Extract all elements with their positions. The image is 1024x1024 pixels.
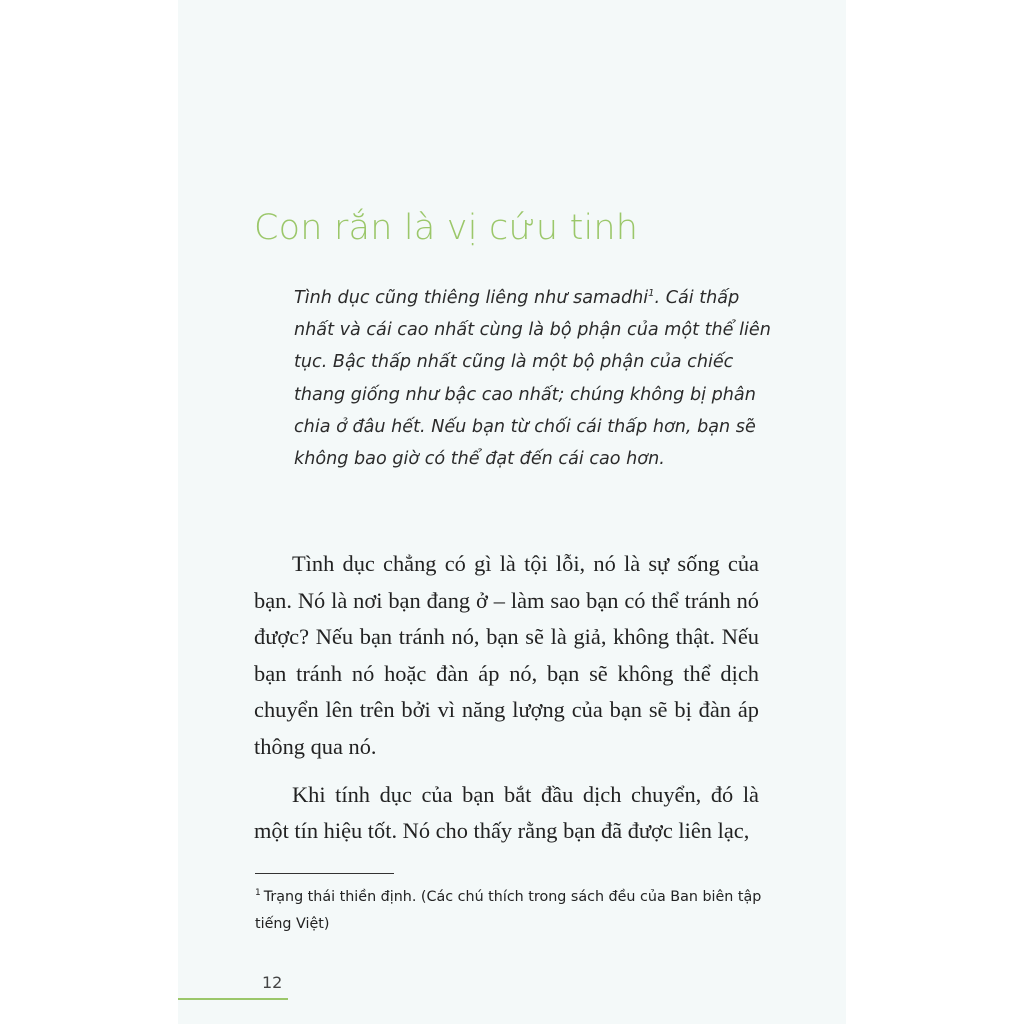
footnote-mark: 1 xyxy=(255,888,261,899)
body-paragraph: Khi tính dục của bạn bắt đầu dịch chuyển, đó là một tín hiệu tốt. Nó cho thấy rằng bạn đã được liên lạc, xyxy=(254,781,759,844)
chapter-title: Con rắn là vị cứu tinh xyxy=(254,208,639,248)
book-page xyxy=(178,0,846,1024)
epigraph-text-after-mark: . Cái thấp nhất và cái cao nhất cùng là bộ phận của một thể liên tục. Bậc thấp nhất cũng là một bộ phận của chiếc thang giống như bậc cao nhất; chúng không bị phân chia ở đâu hết. Nếu bạn từ chối cái thấp hơn, bạn sẽ không bao giờ có thể đạt đến cái cao hơn. xyxy=(294,288,771,470)
body-text xyxy=(254,546,759,861)
epigraph-footnote-mark: 1 xyxy=(648,288,655,300)
page-number-divider xyxy=(178,998,288,1000)
footnote xyxy=(255,884,775,938)
footnote-text: Trạng thái thiền định. (Các chú thích trong sách đều của Ban biên tập tiếng Việt) xyxy=(255,889,762,932)
page-number: 12 xyxy=(262,973,283,992)
footnote-divider xyxy=(255,873,394,874)
epigraph xyxy=(294,282,774,475)
body-paragraph: Tình dục chẳng có gì là tội lỗi, nó là sự sống của bạn. Nó là nơi bạn đang ở – làm sao bạn có thể tránh nó được? Nếu bạn tránh nó, bạn sẽ là giả, không thật. Nếu bạn tránh nó hoặc đàn áp nó, bạn sẽ không thể dịch chuyển lên trên bởi vì năng lượng của bạn sẽ bị đàn áp thông qua nó. xyxy=(254,551,759,759)
epigraph-text-before-mark: Tình dục cũng thiêng liêng như samadhi xyxy=(294,288,649,308)
